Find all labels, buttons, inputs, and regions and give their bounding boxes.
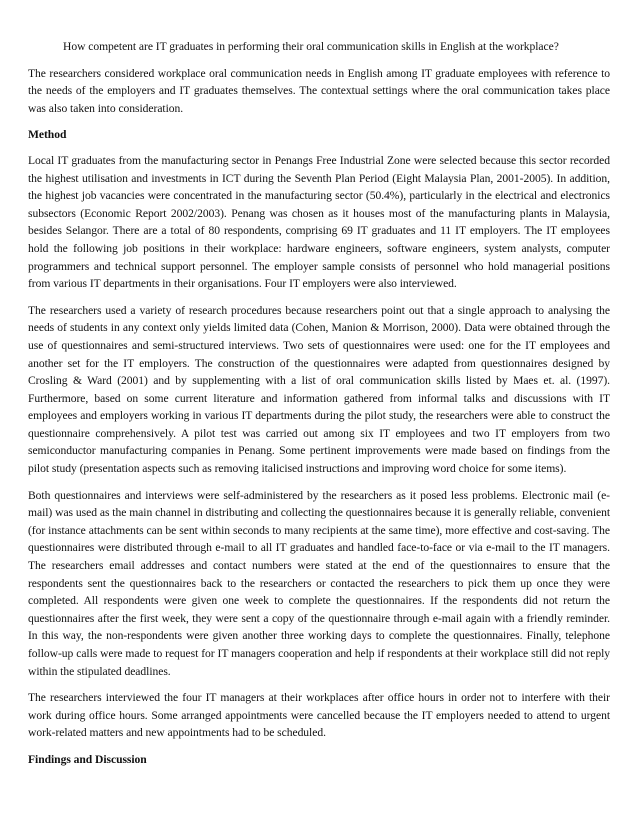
- interviews-paragraph: The researchers interviewed the four IT managers at their workplaces after office hours in order not to interfere with their work during office hours. Some arranged appointments were cancelled because the IT employers needed to attend to urgent work-related matters and new appointments had to be scheduled.: [28, 691, 610, 740]
- method-heading: Method: [28, 128, 67, 142]
- findings-heading: Findings and Discussion: [28, 752, 147, 766]
- procedures-paragraph: The researchers used a variety of research procedures because researchers point out that a single approach to analysing the needs of students in any context only yields limited data (Cohen, Manion & Morrison, 2000). Data were obtained through the use of questionnaires and semi-structured interviews. Two sets of questionnaires were used: one for the IT employees and another set for the IT employers. The construction of the questionnaires were adapted from questionnaires designed by Crosling & Ward (2001) and by supplementing with a list of oral communication skills listed by Maes et. al. (1997). Furthermore, based on some current literature and information gathered from informal talks and discussions with IT employees and employers working in various IT departments during the pilot study, the researchers were able to construct the questionnaire comprehensively. A pilot test was carried out among six IT employees and two IT employers from two semiconductor manufacturing companies in Penang. Some pertinent improvements were made based on findings from the pilot study (presentation aspects such as removing italicised instructions and improving word choice for some items).: [28, 303, 610, 476]
- intro-paragraph: The researchers considered workplace oral communication needs in English among IT graduate employees with reference to the needs of the employers and IT graduates themselves. The contextual settings where the oral communication takes place was also taken into consideration.: [28, 66, 610, 115]
- sample-paragraph: Local IT graduates from the manufacturing sector in Penangs Free Industrial Zone were selected because this sector recorded the highest utilisation and investments in ICT during the Seventh Plan Period (Eight Malaysia Plan, 2001-2005). In addition, the highest job vacancies were concentrated in the manufacturing sector (50.4%), particularly in the electrical and electronics subsectors (Economic Report 2002/2003). Penang was chosen as it houses most of the manufacturing plants in Malaysia, besides Selangor. There are a total of 80 respondents, comprising 69 IT graduates and 11 IT employers. The IT employees hold the following job positions in their workplace: hardware engineers, software engineers, system analysts, computer programmers and technical support personnel. The employer sample consists of personnel who hold managerial positions from various IT departments in their organisations. Four IT employers were also interviewed.: [28, 153, 610, 291]
- research-question-paragraph: How competent are IT graduates in performing their oral communication skills in English at the workplace?: [63, 40, 559, 53]
- data-collection-paragraph: Both questionnaires and interviews were self-administered by the researchers as it posed less problems. Electronic mail (e-mail) was used as the main channel in distributing and collecting the questionnaires because it is generally reliable, convenient (for instance attachments can be sent within seconds to many recipients at the same time), more effective and cost-saving. The questionnaires were distributed through e-mail to all IT graduates and handled face-to-face or via e-mail to the IT managers. The researchers email addresses and contact numbers were stated at the end of the questionnaires to ensure that the respondents sent the questionnaires back to the researchers or contacted the researchers to pick them up once they were completed. All respondents were given one week to complete the questionnaires. If the respondents did not return the questionnaires after the first week, they were sent a copy of the questionnaire through e-mail again with a friendly reminder. In this way, the non-respondents were given another three working days to complete the questionnaires. Finally, telephone follow-up calls were made to request for IT managers cooperation and help if respondents at their workplace still did not reply within the stipulated deadlines.: [28, 488, 610, 678]
- document-page: [28, 38, 610, 777]
